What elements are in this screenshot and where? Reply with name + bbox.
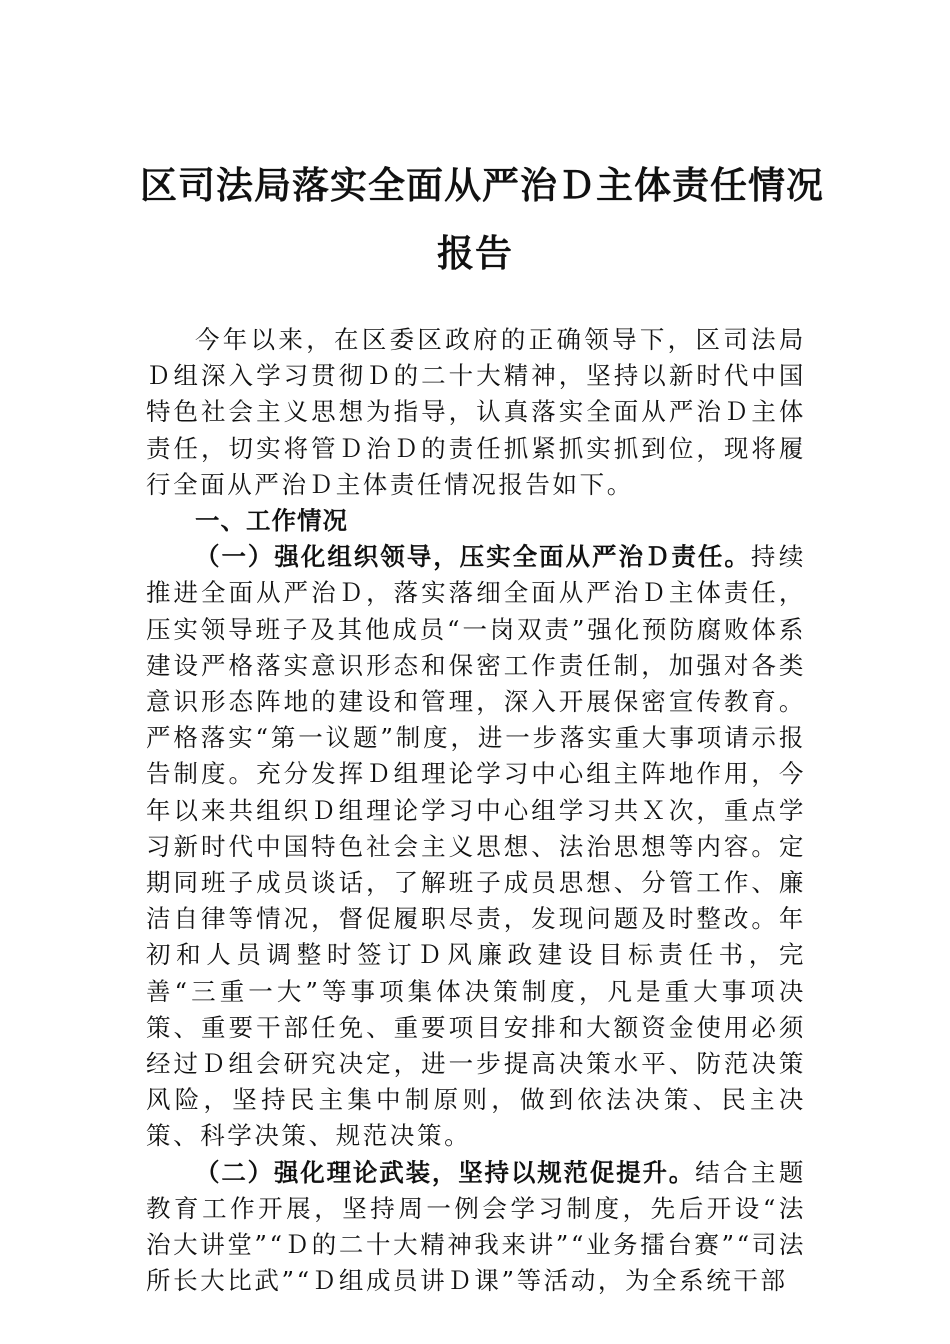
item-1-lead: （一）强化组织领导，压实全面从严治Ｄ责任。: [195, 542, 751, 572]
item-2-paragraph: [146, 1155, 806, 1300]
document-body: [146, 322, 806, 1299]
intro-paragraph: 今年以来，在区委区政府的正确领导下，区司法局Ｄ组深入学习贯彻Ｄ的二十大精神，坚持以新时代中国特色社会主义思想为指导，认真落实全面从严治Ｄ主体责任，切实将管Ｄ治Ｄ的责任抓紧抓实抓到位，现将履行全面从严治Ｄ主体责任情况报告如下。: [146, 325, 806, 499]
section-heading-work-status: 一、工作情况: [195, 506, 348, 536]
item-2-text: 结合主题教育工作开展，坚持周一例会学习制度，先后开设“法治大讲堂”“Ｄ的二十大精神我来讲”“业务擂台赛”“司法所长大比武”“Ｄ组成员讲Ｄ课”等活动，为全系统干部: [146, 1157, 806, 1296]
item-1-text: 持续推进全面从严治Ｄ，落实落细全面从严治Ｄ主体责任，压实领导班子及其他成员“一岗双责”强化预防腐败体系建设严格落实意识形态和保密工作责任制，加强对各类意识形态阵地的建设和管理，深入开展保密宣传教育。严格落实“第一议题”制度，进一步落实重大事项请示报告制度。充分发挥Ｄ组理论学习中心组主阵地作用，今年以来共组织Ｄ组理论学习中心组学习共Ｘ次，重点学习新时代中国特色社会主义思想、法治思想等内容。定期同班子成员谈话，了解班子成员思想、分管工作、廉洁自律等情况，督促履职尽责，发现问题及时整改。年初和人员调整时签订Ｄ风廉政建设目标责任书，完善“三重一大”等事项集体决策制度，凡是重大事项决策、重要干部任免、重要项目安排和大额资金使用必须经过Ｄ组会研究决定，进一步提高决策水平、防范决策风险，坚持民主集中制原则，做到依法决策、民主决策、科学决策、规范决策。: [146, 542, 806, 1151]
item-1-paragraph: [146, 539, 806, 1154]
item-2-lead: （二）强化理论武装，坚持以规范促提升。: [195, 1157, 696, 1187]
document-title-line-1: 区司法局落实全面从严治Ｄ主体责任情况: [140, 163, 824, 207]
document-title-line-2: 报告: [437, 231, 513, 275]
